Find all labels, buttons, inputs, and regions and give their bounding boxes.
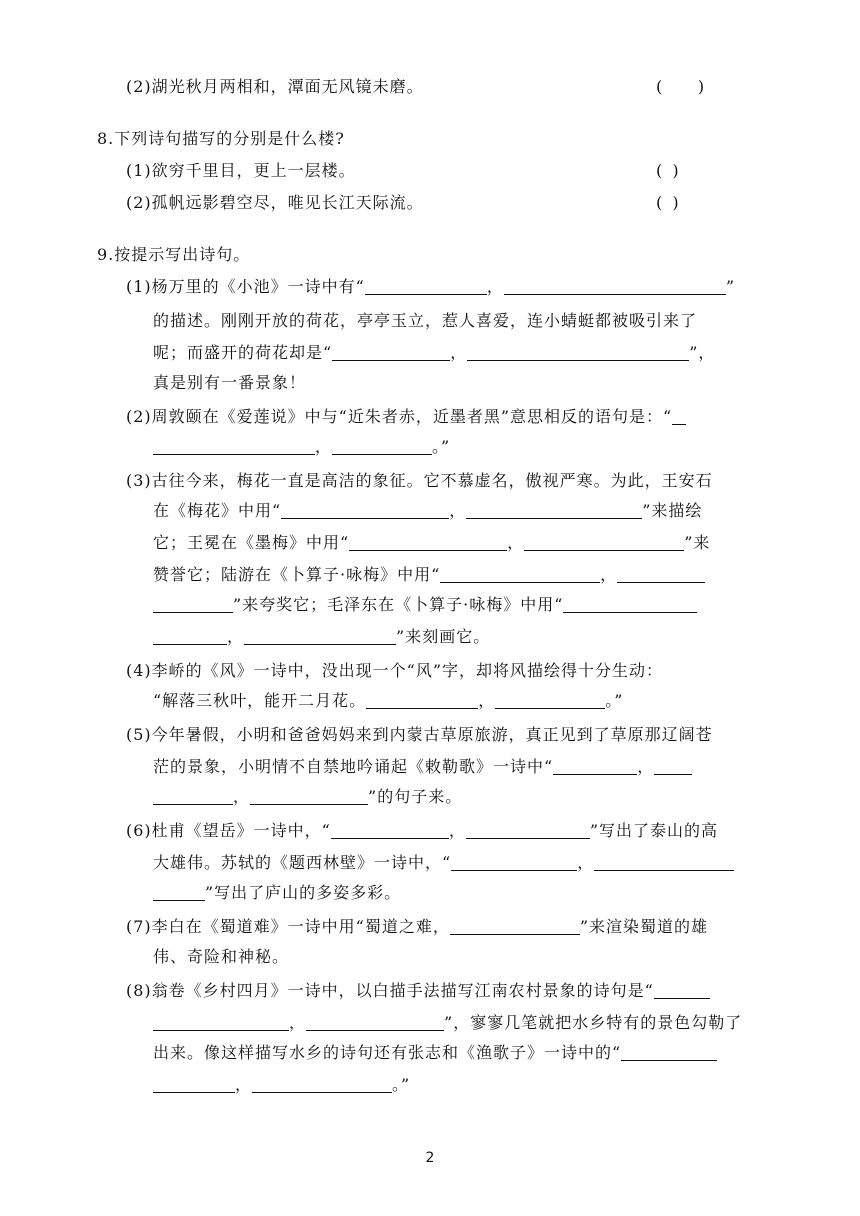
answer-blank[interactable] [553, 758, 637, 775]
q9-s6-line-3 [153, 883, 401, 903]
q9-s1-line-4: 真是别有一番景象！ [153, 373, 307, 392]
text: 。” [392, 1075, 411, 1094]
text: ， [449, 501, 467, 520]
answer-blank[interactable] [252, 1076, 392, 1093]
answer-blank[interactable] [672, 408, 686, 425]
answer-blank[interactable] [450, 918, 580, 935]
answer-blank[interactable] [153, 884, 205, 901]
text: (7)李白在《蜀道难》一诗中用“蜀道之难， [126, 917, 450, 936]
answer-blank[interactable] [466, 822, 590, 839]
text: ， [448, 821, 466, 840]
q7-item-2-text: (2)湖光秋月两相和，潭面无风镜未磨。 [126, 77, 424, 96]
answer-blank[interactable] [451, 854, 577, 871]
q9-s2-line-2 [153, 437, 450, 457]
q9-s8-line-3 [153, 1043, 717, 1063]
text: ”来夸奖它；毛泽东在《卜算子·咏梅》中用“ [233, 595, 564, 614]
answer-blank[interactable] [306, 1014, 444, 1031]
answer-blank[interactable] [524, 534, 684, 551]
text: “解落三秋叶，能开二月花。 [153, 691, 367, 710]
text: ”来刻画它。 [396, 627, 491, 646]
q9-s5-line-3 [153, 787, 462, 807]
text: 大雄伟。苏轼的《题西林壁》一诗中，“ [153, 853, 452, 872]
answer-blank[interactable] [281, 502, 449, 519]
q9-s1-line-3 [153, 343, 715, 363]
answer-blank[interactable] [244, 628, 396, 645]
text: (2)周敦颐在《爱莲说》中与“近朱者赤，近墨者黑”意思相反的语句是：“ [126, 407, 673, 426]
q9-s1-line-1 [126, 277, 735, 297]
text: ， [478, 691, 496, 710]
text: ， [235, 1075, 253, 1094]
answer-blank[interactable] [331, 822, 449, 839]
text: (1)杨万里的《小池》一诗中有“ [126, 277, 365, 296]
answer-blank[interactable] [153, 788, 233, 805]
q9-title: 9.按提示写出诗句。 [97, 245, 251, 264]
q9-s8-line-1 [126, 981, 710, 1001]
q9-s6-line-1 [126, 821, 718, 841]
q7-answer-paren[interactable]: ( ) [656, 77, 705, 96]
q8-item-1: (1)欲穷千里目，更上一层楼。 [126, 161, 356, 180]
text: 呢；而盛开的荷花却是“ [153, 343, 333, 362]
text: 赞誉它；陆游在《卜算子·咏梅》中用“ [153, 565, 441, 584]
answer-blank[interactable] [654, 758, 692, 775]
text: ” [725, 277, 736, 296]
text: ， [315, 437, 333, 456]
answer-blank[interactable] [440, 566, 600, 583]
q9-s8-line-2 [153, 1013, 742, 1033]
answer-blank[interactable] [153, 438, 315, 455]
answer-blank[interactable] [617, 566, 705, 583]
text: ， [486, 277, 504, 296]
answer-blank[interactable] [654, 982, 710, 999]
q9-s3-line-5 [153, 595, 697, 615]
text: ， [450, 343, 468, 362]
q8-item-2: (2)孤帆远影碧空尽，唯见长江天际流。 [126, 193, 424, 212]
q9-s1-line-2: 的描述。刚刚开放的荷花，亭亭玉立，惹人喜爱，连小蜻蜓都被吸引来了 [153, 311, 698, 330]
q9-s3-line-2 [153, 501, 702, 521]
text: 。” [605, 691, 624, 710]
text: ， [577, 853, 595, 872]
text: 在《梅花》中用“ [153, 501, 282, 520]
text: ， [233, 787, 251, 806]
page-number: 2 [425, 1150, 435, 1166]
text: ， [600, 565, 618, 584]
q9-s6-line-2 [153, 853, 734, 873]
answer-blank[interactable] [153, 1014, 289, 1031]
answer-blank[interactable] [495, 692, 605, 709]
answer-blank[interactable] [250, 788, 368, 805]
text: ”来 [684, 533, 711, 552]
text: ”来描绘 [642, 501, 703, 520]
text: ”写出了泰山的高 [589, 821, 719, 840]
text: 。” [432, 437, 451, 456]
q9-s5-line-2 [153, 757, 692, 777]
q9-s5-line-1: (5)今年暑假，小明和爸爸妈妈来到内蒙古草原旅游，真正见到了草原那辽阔苍 [126, 725, 713, 744]
q9-s7-line-2: 伟、奇险和神秘。 [153, 947, 290, 966]
q9-s8-line-4 [153, 1075, 410, 1095]
text: ”，寥寥几笔就把水乡特有的景色勾勒了 [444, 1013, 743, 1032]
text: 出来。像这样描写水乡的诗句还有张志和《渔歌子》一诗中的“ [153, 1043, 622, 1062]
text: ”的句子来。 [368, 787, 463, 806]
q9-s4-line-2 [153, 691, 623, 711]
text: (6)杜甫《望岳》一诗中，“ [126, 821, 331, 840]
q7-item-2 [126, 77, 424, 97]
answer-blank[interactable] [332, 438, 432, 455]
q9-s3-line-1: (3)古往今来，梅花一直是高洁的象征。它不慕虚名，傲视严寒。为此，王安石 [126, 471, 713, 490]
answer-blank[interactable] [332, 344, 450, 361]
answer-blank[interactable] [466, 502, 642, 519]
answer-blank[interactable] [349, 534, 507, 551]
answer-blank[interactable] [594, 854, 734, 871]
q9-s4-line-1: (4)李峤的《风》一诗中，没出现一个“风”字，却将风描绘得十分生动： [126, 661, 664, 680]
q8-answer-paren-1[interactable]: ( ) [656, 161, 679, 180]
answer-blank[interactable] [153, 596, 233, 613]
answer-blank[interactable] [365, 278, 487, 295]
answer-blank[interactable] [621, 1044, 717, 1061]
q9-s2-line-1 [126, 407, 686, 427]
answer-blank[interactable] [153, 1076, 235, 1093]
text: ， [637, 757, 655, 776]
answer-blank[interactable] [563, 596, 697, 613]
q9-s3-line-3 [153, 533, 710, 553]
text: ， [227, 627, 245, 646]
q9-s3-line-4 [153, 565, 705, 585]
q9-s7-line-1 [126, 917, 708, 937]
q8-answer-paren-2[interactable]: ( ) [656, 193, 679, 212]
text: ， [289, 1013, 307, 1032]
text: ”来渲染蜀道的雄 [579, 917, 709, 936]
text: 它；王冕在《墨梅》中用“ [153, 533, 350, 552]
answer-blank[interactable] [467, 344, 689, 361]
text: ”写出了庐山的多姿多彩。 [205, 883, 402, 902]
q9-s3-line-6 [153, 627, 490, 647]
text: ， [507, 533, 525, 552]
answer-blank[interactable] [366, 692, 478, 709]
answer-blank[interactable] [504, 278, 726, 295]
answer-blank[interactable] [153, 628, 227, 645]
q8-title: 8.下列诗句描写的分别是什么楼? [97, 129, 345, 148]
text: (8)翁卷《乡村四月》一诗中，以白描手法描写江南农村景象的诗句是“ [126, 981, 654, 1000]
text: 茫的景象，小明情不自禁地吟诵起《敕勒歌》一诗中“ [153, 757, 554, 776]
text: ”， [689, 343, 716, 362]
